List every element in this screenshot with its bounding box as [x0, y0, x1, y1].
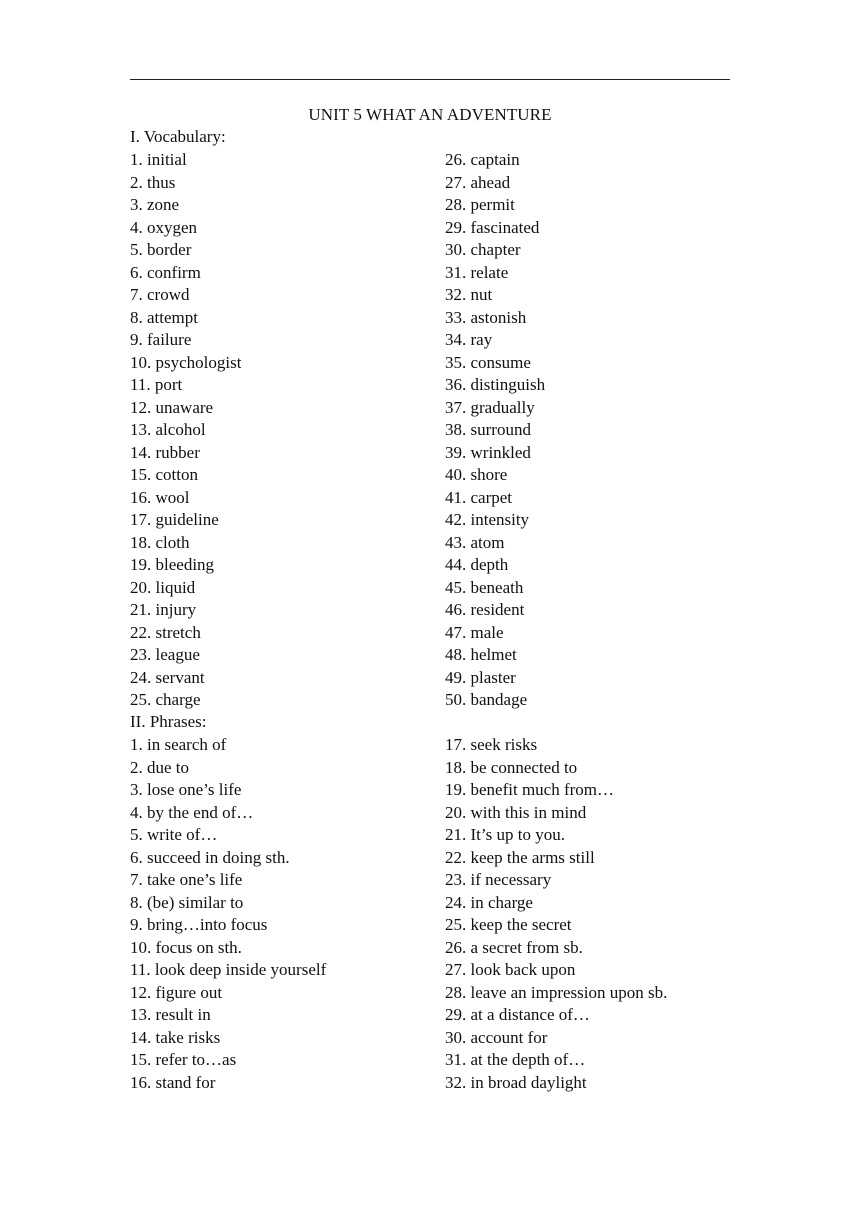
phrase-item: 15. refer to…as: [130, 1050, 237, 1069]
vocabulary-item: 2. thus: [130, 172, 176, 192]
phrase-item: 23. if necessary: [445, 870, 552, 889]
phrase-item: 32. in broad daylight: [445, 1072, 587, 1092]
vocabulary-item: 28. permit: [445, 195, 515, 214]
vocabulary-item: 21. injury: [130, 600, 197, 619]
vocabulary-item: 43. atom: [445, 532, 505, 552]
vocabulary-item: 33. astonish: [445, 307, 527, 327]
vocabulary-item: 42. intensity: [445, 510, 530, 529]
phrase-item: 1. in search of: [130, 735, 227, 754]
vocabulary-item: 46. resident: [445, 600, 525, 619]
vocabulary-item: 1. initial: [130, 150, 187, 169]
vocabulary-item: 23. league: [130, 645, 200, 664]
phrase-item: 9. bring…into focus: [130, 915, 268, 934]
vocabulary-item: 18. cloth: [130, 532, 190, 552]
vocabulary-item: 3. zone: [130, 195, 180, 214]
header-rule: [130, 79, 730, 80]
vocabulary-item: 13. alcohol: [130, 420, 206, 439]
phrase-item: 3. lose one’s life: [130, 780, 242, 799]
vocabulary-item: 25. charge: [130, 690, 201, 709]
vocabulary-list-left: [130, 149, 241, 712]
vocabulary-item: 48. helmet: [445, 645, 517, 664]
phrases-list-left: [130, 734, 326, 1094]
phrase-item: 10. focus on sth.: [130, 937, 242, 957]
vocabulary-item: 34. ray: [445, 330, 493, 349]
vocabulary-item: 7. crowd: [130, 285, 190, 304]
vocabulary-item: 11. port: [130, 375, 183, 394]
vocabulary-item: 49. plaster: [445, 667, 516, 687]
phrase-item: 7. take one’s life: [130, 870, 243, 889]
vocabulary-item: 9. failure: [130, 330, 192, 349]
phrase-item: 18. be connected to: [445, 757, 578, 777]
vocabulary-item: 15. cotton: [130, 465, 198, 484]
vocabulary-item: 44. depth: [445, 555, 509, 574]
vocabulary-item: 41. carpet: [445, 487, 513, 507]
vocabulary-item: 20. liquid: [130, 577, 196, 597]
phrase-item: 31. at the depth of…: [445, 1050, 586, 1069]
phrase-item: 22. keep the arms still: [445, 847, 595, 867]
phrase-item: 5. write of…: [130, 825, 218, 844]
phrases-list-right: [445, 734, 667, 1094]
phrase-item: 20. with this in mind: [445, 802, 587, 822]
vocabulary-item: 19. bleeding: [130, 555, 215, 574]
vocabulary-item: 4. oxygen: [130, 217, 198, 237]
vocabulary-item: 47. male: [445, 622, 504, 642]
phrase-item: 30. account for: [445, 1027, 548, 1047]
vocabulary-item: 17. guideline: [130, 510, 219, 529]
phrase-item: 8. (be) similar to: [130, 892, 244, 912]
phrases-heading: II. Phrases:: [130, 712, 207, 731]
phrase-item: 13. result in: [130, 1005, 211, 1024]
vocabulary-item: 6. confirm: [130, 262, 201, 282]
page-title: UNIT 5 WHAT AN ADVENTURE: [308, 105, 552, 124]
phrase-item: 27. look back upon: [445, 960, 576, 979]
vocabulary-item: 24. servant: [130, 667, 205, 687]
vocabulary-item: 14. rubber: [130, 442, 200, 462]
vocabulary-item: 22. stretch: [130, 622, 201, 642]
vocabulary-item: 27. ahead: [445, 172, 511, 192]
vocabulary-item: 12. unaware: [130, 397, 214, 417]
vocabulary-item: 29. fascinated: [445, 217, 540, 237]
phrase-item: 17. seek risks: [445, 735, 538, 754]
vocabulary-item: 26. captain: [445, 150, 520, 169]
vocabulary-item: 30. chapter: [445, 240, 521, 259]
vocabulary-item: 5. border: [130, 240, 192, 259]
phrase-item: 12. figure out: [130, 982, 223, 1002]
phrase-item: 2. due to: [130, 757, 190, 777]
vocabulary-item: 36. distinguish: [445, 375, 546, 394]
vocabulary-item: 38. surround: [445, 420, 531, 439]
vocabulary-item: 39. wrinkled: [445, 442, 531, 462]
vocabulary-item: 45. beneath: [445, 577, 524, 597]
vocabulary-item: 8. attempt: [130, 307, 198, 327]
vocabulary-item: 50. bandage: [445, 690, 528, 709]
vocabulary-item: 31. relate: [445, 262, 509, 282]
phrase-item: 26. a secret from sb.: [445, 937, 583, 957]
vocabulary-list-right: [445, 149, 545, 712]
phrase-item: 21. It’s up to you.: [445, 825, 565, 844]
phrase-item: 25. keep the secret: [445, 915, 572, 934]
vocabulary-item: 10. psychologist: [130, 352, 242, 372]
phrase-item: 6. succeed in doing sth.: [130, 847, 290, 867]
phrase-item: 24. in charge: [445, 892, 533, 912]
vocabulary-heading: I. Vocabulary:: [130, 127, 226, 146]
phrase-item: 16. stand for: [130, 1072, 216, 1092]
phrase-item: 11. look deep inside yourself: [130, 960, 327, 979]
phrase-item: 14. take risks: [130, 1027, 221, 1047]
phrase-item: 28. leave an impression upon sb.: [445, 982, 668, 1002]
phrase-item: 4. by the end of…: [130, 802, 254, 822]
phrase-item: 29. at a distance of…: [445, 1005, 590, 1024]
vocabulary-item: 37. gradually: [445, 397, 535, 417]
vocabulary-item: 32. nut: [445, 285, 493, 304]
vocabulary-item: 40. shore: [445, 465, 508, 484]
phrase-item: 19. benefit much from…: [445, 780, 615, 799]
vocabulary-item: 35. consume: [445, 352, 531, 372]
vocabulary-item: 16. wool: [130, 487, 190, 507]
